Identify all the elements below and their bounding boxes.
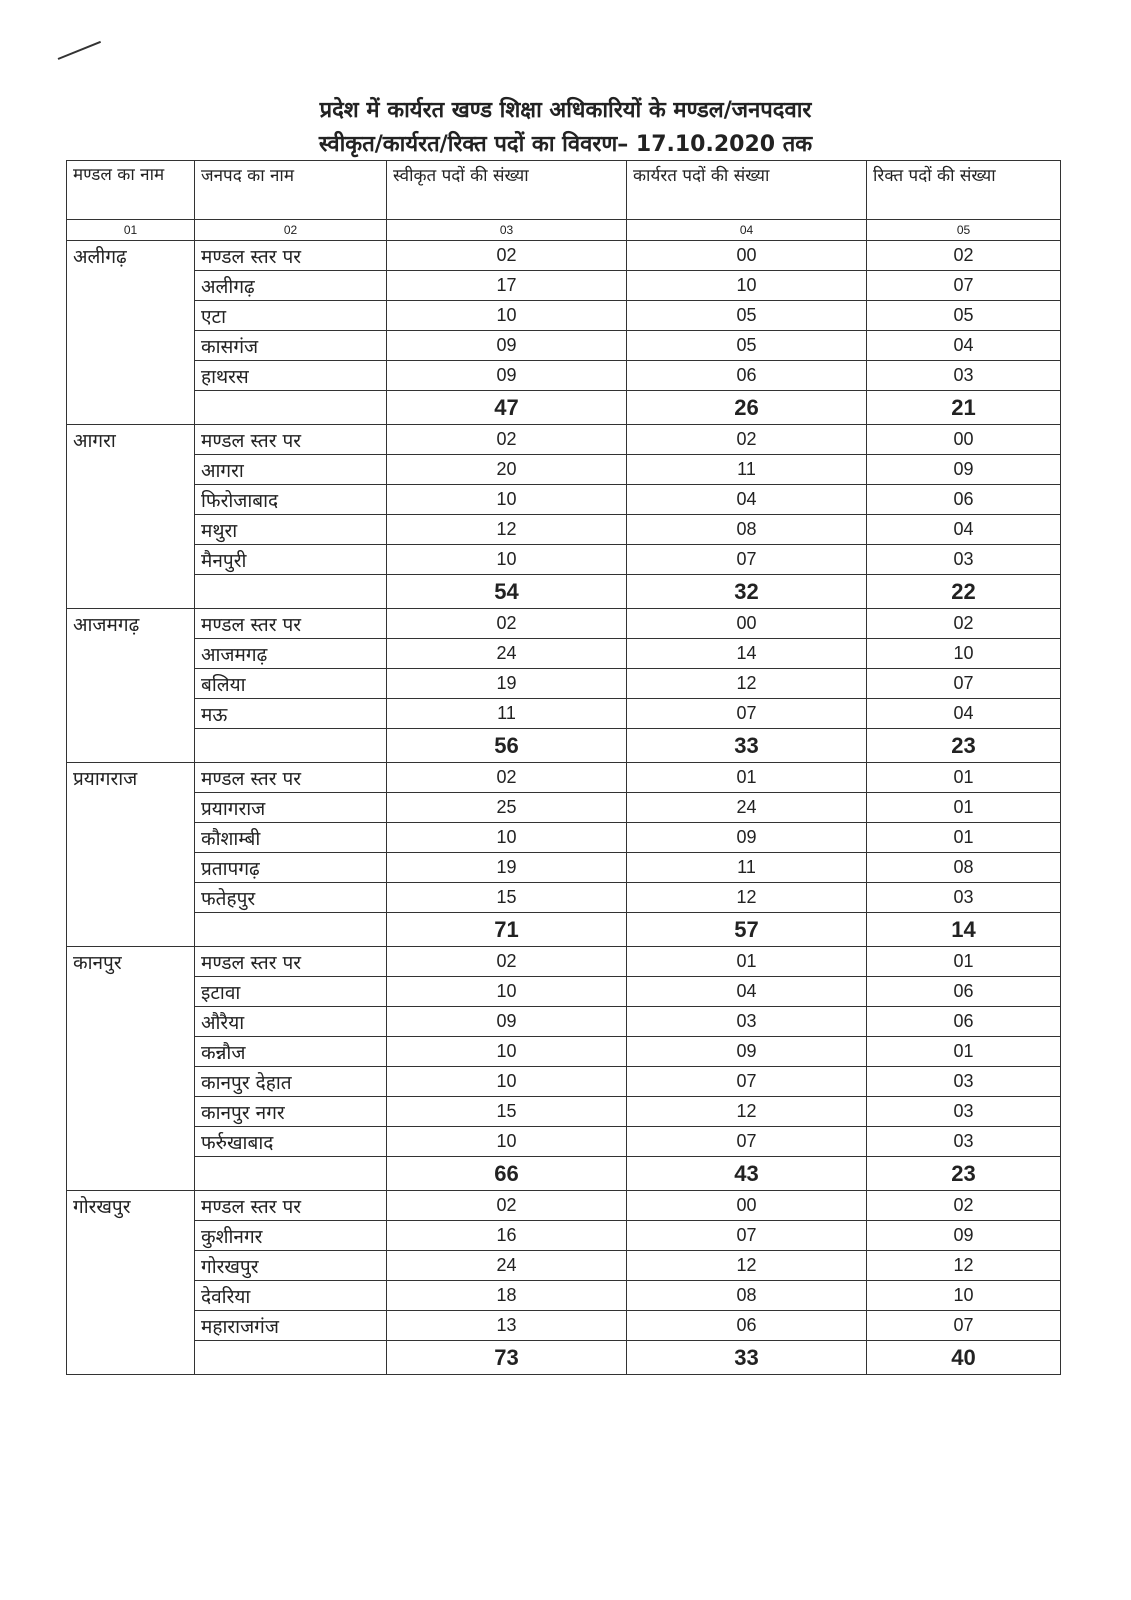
working-count: 08 xyxy=(627,515,867,545)
district-name: कासगंज xyxy=(195,331,387,361)
sanctioned-count: 19 xyxy=(387,853,627,883)
vacant-count: 01 xyxy=(867,947,1061,977)
sanctioned-count: 09 xyxy=(387,361,627,391)
sanctioned-count: 02 xyxy=(387,763,627,793)
table-row xyxy=(67,1191,1061,1221)
total-sanctioned: 73 xyxy=(387,1341,627,1375)
district-name: कानपुर देहात xyxy=(195,1067,387,1097)
working-count: 09 xyxy=(627,1037,867,1067)
sanctioned-count: 10 xyxy=(387,485,627,515)
table-header-row xyxy=(67,161,1061,220)
total-working: 43 xyxy=(627,1157,867,1191)
table-row xyxy=(67,1251,1061,1281)
working-count: 07 xyxy=(627,1067,867,1097)
district-name: कुशीनगर xyxy=(195,1221,387,1251)
sanctioned-count: 10 xyxy=(387,545,627,575)
sanctioned-count: 10 xyxy=(387,977,627,1007)
vacant-count: 09 xyxy=(867,1221,1061,1251)
table-row xyxy=(67,485,1061,515)
table-row xyxy=(67,1281,1061,1311)
table-row xyxy=(67,853,1061,883)
division-name: गोरखपुर xyxy=(67,1191,195,1375)
division-name: प्रयागराज xyxy=(67,763,195,947)
table-row xyxy=(67,763,1061,793)
column-number: 03 xyxy=(387,220,627,241)
sanctioned-count: 02 xyxy=(387,947,627,977)
total-blank-cell xyxy=(195,1157,387,1191)
sanctioned-count: 12 xyxy=(387,515,627,545)
vacant-count: 03 xyxy=(867,1067,1061,1097)
district-name: मऊ xyxy=(195,699,387,729)
district-name: प्रतापगढ़ xyxy=(195,853,387,883)
pen-stroke-mark xyxy=(58,41,101,60)
total-sanctioned: 66 xyxy=(387,1157,627,1191)
sanctioned-count: 09 xyxy=(387,1007,627,1037)
table-row xyxy=(67,947,1061,977)
working-count: 10 xyxy=(627,271,867,301)
vacant-count: 07 xyxy=(867,669,1061,699)
table-row xyxy=(67,1127,1061,1157)
working-count: 08 xyxy=(627,1281,867,1311)
vacant-count: 01 xyxy=(867,1037,1061,1067)
district-name: देवरिया xyxy=(195,1281,387,1311)
division-total-row xyxy=(67,1157,1061,1191)
sanctioned-count: 10 xyxy=(387,823,627,853)
table-row xyxy=(67,425,1061,455)
table-row xyxy=(67,977,1061,1007)
district-name: अलीगढ़ xyxy=(195,271,387,301)
vacant-count: 04 xyxy=(867,515,1061,545)
district-name: मण्डल स्तर पर xyxy=(195,1191,387,1221)
column-number: 01 xyxy=(67,220,195,241)
total-sanctioned: 47 xyxy=(387,391,627,425)
table-row xyxy=(67,669,1061,699)
working-count: 03 xyxy=(627,1007,867,1037)
district-name: फर्रुखाबाद xyxy=(195,1127,387,1157)
division-name: आगरा xyxy=(67,425,195,609)
sanctioned-count: 10 xyxy=(387,1127,627,1157)
vacant-count: 08 xyxy=(867,853,1061,883)
sanctioned-count: 09 xyxy=(387,331,627,361)
working-count: 12 xyxy=(627,1097,867,1127)
vacant-count: 02 xyxy=(867,241,1061,271)
district-name: मण्डल स्तर पर xyxy=(195,425,387,455)
header-working-posts: कार्यरत पदों की संख्या xyxy=(627,161,867,220)
working-count: 07 xyxy=(627,699,867,729)
table-row xyxy=(67,331,1061,361)
table-row xyxy=(67,1067,1061,1097)
sanctioned-count: 10 xyxy=(387,1067,627,1097)
table-row xyxy=(67,515,1061,545)
division-total-row xyxy=(67,913,1061,947)
total-vacant: 23 xyxy=(867,1157,1061,1191)
vacant-count: 04 xyxy=(867,331,1061,361)
district-name: मण्डल स्तर पर xyxy=(195,947,387,977)
header-sanctioned-posts: स्वीकृत पदों की संख्या xyxy=(387,161,627,220)
district-name: हाथरस xyxy=(195,361,387,391)
working-count: 00 xyxy=(627,1191,867,1221)
total-vacant: 21 xyxy=(867,391,1061,425)
district-name: इटावा xyxy=(195,977,387,1007)
vacant-count: 10 xyxy=(867,639,1061,669)
header-division-name: मण्डल का नाम xyxy=(67,161,195,220)
table-row xyxy=(67,455,1061,485)
total-working: 57 xyxy=(627,913,867,947)
sanctioned-count: 11 xyxy=(387,699,627,729)
vacant-count: 01 xyxy=(867,793,1061,823)
vacant-count: 06 xyxy=(867,485,1061,515)
vacancy-table xyxy=(66,160,1061,1375)
sanctioned-count: 10 xyxy=(387,1037,627,1067)
vacant-count: 06 xyxy=(867,977,1061,1007)
vacant-count: 01 xyxy=(867,823,1061,853)
sanctioned-count: 24 xyxy=(387,639,627,669)
vacant-count: 09 xyxy=(867,455,1061,485)
table-row xyxy=(67,301,1061,331)
table-row xyxy=(67,1037,1061,1067)
total-working: 26 xyxy=(627,391,867,425)
working-count: 07 xyxy=(627,1221,867,1251)
working-count: 04 xyxy=(627,485,867,515)
table-row xyxy=(67,823,1061,853)
vacant-count: 02 xyxy=(867,609,1061,639)
district-name: औरैया xyxy=(195,1007,387,1037)
district-name: मैनपुरी xyxy=(195,545,387,575)
table-body xyxy=(67,241,1061,1375)
vacant-count: 05 xyxy=(867,301,1061,331)
table-row xyxy=(67,609,1061,639)
working-count: 24 xyxy=(627,793,867,823)
table-row xyxy=(67,883,1061,913)
vacant-count: 10 xyxy=(867,1281,1061,1311)
division-total-row xyxy=(67,729,1061,763)
table-row xyxy=(67,793,1061,823)
table-row xyxy=(67,699,1061,729)
vacant-count: 07 xyxy=(867,271,1061,301)
total-vacant: 22 xyxy=(867,575,1061,609)
working-count: 05 xyxy=(627,331,867,361)
district-name: एटा xyxy=(195,301,387,331)
working-count: 14 xyxy=(627,639,867,669)
working-count: 02 xyxy=(627,425,867,455)
vacant-count: 03 xyxy=(867,883,1061,913)
column-number: 05 xyxy=(867,220,1061,241)
division-total-row xyxy=(67,1341,1061,1375)
column-number-row xyxy=(67,220,1061,241)
total-blank-cell xyxy=(195,575,387,609)
district-name: आगरा xyxy=(195,455,387,485)
vacant-count: 01 xyxy=(867,763,1061,793)
working-count: 06 xyxy=(627,1311,867,1341)
total-working: 33 xyxy=(627,1341,867,1375)
total-working: 32 xyxy=(627,575,867,609)
vacant-count: 03 xyxy=(867,361,1061,391)
sanctioned-count: 24 xyxy=(387,1251,627,1281)
total-blank-cell xyxy=(195,1341,387,1375)
working-count: 05 xyxy=(627,301,867,331)
division-name: आजमगढ़ xyxy=(67,609,195,763)
table-row xyxy=(67,241,1061,271)
working-count: 07 xyxy=(627,1127,867,1157)
division-name: कानपुर xyxy=(67,947,195,1191)
working-count: 07 xyxy=(627,545,867,575)
sanctioned-count: 15 xyxy=(387,883,627,913)
vacant-count: 03 xyxy=(867,1097,1061,1127)
working-count: 12 xyxy=(627,883,867,913)
working-count: 12 xyxy=(627,1251,867,1281)
working-count: 09 xyxy=(627,823,867,853)
total-sanctioned: 54 xyxy=(387,575,627,609)
district-name: मण्डल स्तर पर xyxy=(195,763,387,793)
sanctioned-count: 20 xyxy=(387,455,627,485)
working-count: 12 xyxy=(627,669,867,699)
total-blank-cell xyxy=(195,391,387,425)
district-name: कौशाम्बी xyxy=(195,823,387,853)
total-vacant: 23 xyxy=(867,729,1061,763)
vacant-count: 03 xyxy=(867,545,1061,575)
district-name: मण्डल स्तर पर xyxy=(195,609,387,639)
sanctioned-count: 02 xyxy=(387,241,627,271)
working-count: 11 xyxy=(627,455,867,485)
district-name: आजमगढ़ xyxy=(195,639,387,669)
document-title-line-1: प्रदेश में कार्यरत खण्ड शिक्षा अधिकारियों के मण्डल/जनपदवार xyxy=(319,98,812,123)
working-count: 11 xyxy=(627,853,867,883)
sanctioned-count: 02 xyxy=(387,425,627,455)
district-name: मण्डल स्तर पर xyxy=(195,241,387,271)
vacant-count: 00 xyxy=(867,425,1061,455)
column-number: 04 xyxy=(627,220,867,241)
vacant-count: 06 xyxy=(867,1007,1061,1037)
district-name: कानपुर नगर xyxy=(195,1097,387,1127)
header-district-name: जनपद का नाम xyxy=(195,161,387,220)
total-blank-cell xyxy=(195,913,387,947)
vacant-count: 02 xyxy=(867,1191,1061,1221)
document-title-line-2: स्वीकृत/कार्यरत/रिक्त पदों का विवरण– 17.10.2020 तक xyxy=(318,132,813,157)
table-row xyxy=(67,545,1061,575)
working-count: 00 xyxy=(627,609,867,639)
district-name: फिरोजाबाद xyxy=(195,485,387,515)
district-name: प्रयागराज xyxy=(195,793,387,823)
total-vacant: 40 xyxy=(867,1341,1061,1375)
district-name: गोरखपुर xyxy=(195,1251,387,1281)
sanctioned-count: 17 xyxy=(387,271,627,301)
vacant-count: 04 xyxy=(867,699,1061,729)
district-name: महाराजगंज xyxy=(195,1311,387,1341)
table-row xyxy=(67,361,1061,391)
working-count: 06 xyxy=(627,361,867,391)
sanctioned-count: 19 xyxy=(387,669,627,699)
total-working: 33 xyxy=(627,729,867,763)
sanctioned-count: 25 xyxy=(387,793,627,823)
district-name: बलिया xyxy=(195,669,387,699)
total-sanctioned: 56 xyxy=(387,729,627,763)
table-row xyxy=(67,1097,1061,1127)
column-number: 02 xyxy=(195,220,387,241)
district-name: फतेहपुर xyxy=(195,883,387,913)
vacant-count: 12 xyxy=(867,1251,1061,1281)
district-name: मथुरा xyxy=(195,515,387,545)
sanctioned-count: 13 xyxy=(387,1311,627,1341)
district-name: कन्नौज xyxy=(195,1037,387,1067)
division-total-row xyxy=(67,391,1061,425)
total-vacant: 14 xyxy=(867,913,1061,947)
sanctioned-count: 18 xyxy=(387,1281,627,1311)
vacant-count: 03 xyxy=(867,1127,1061,1157)
working-count: 01 xyxy=(627,947,867,977)
sanctioned-count: 10 xyxy=(387,301,627,331)
vacant-count: 07 xyxy=(867,1311,1061,1341)
working-count: 00 xyxy=(627,241,867,271)
total-sanctioned: 71 xyxy=(387,913,627,947)
division-total-row xyxy=(67,575,1061,609)
working-count: 01 xyxy=(627,763,867,793)
table-row xyxy=(67,1311,1061,1341)
sanctioned-count: 15 xyxy=(387,1097,627,1127)
division-name: अलीगढ़ xyxy=(67,241,195,425)
table-row xyxy=(67,271,1061,301)
table-row xyxy=(67,639,1061,669)
table-row xyxy=(67,1221,1061,1251)
table-row xyxy=(67,1007,1061,1037)
header-vacant-posts: रिक्त पदों की संख्या xyxy=(867,161,1061,220)
sanctioned-count: 16 xyxy=(387,1221,627,1251)
sanctioned-count: 02 xyxy=(387,609,627,639)
total-blank-cell xyxy=(195,729,387,763)
working-count: 04 xyxy=(627,977,867,1007)
sanctioned-count: 02 xyxy=(387,1191,627,1221)
